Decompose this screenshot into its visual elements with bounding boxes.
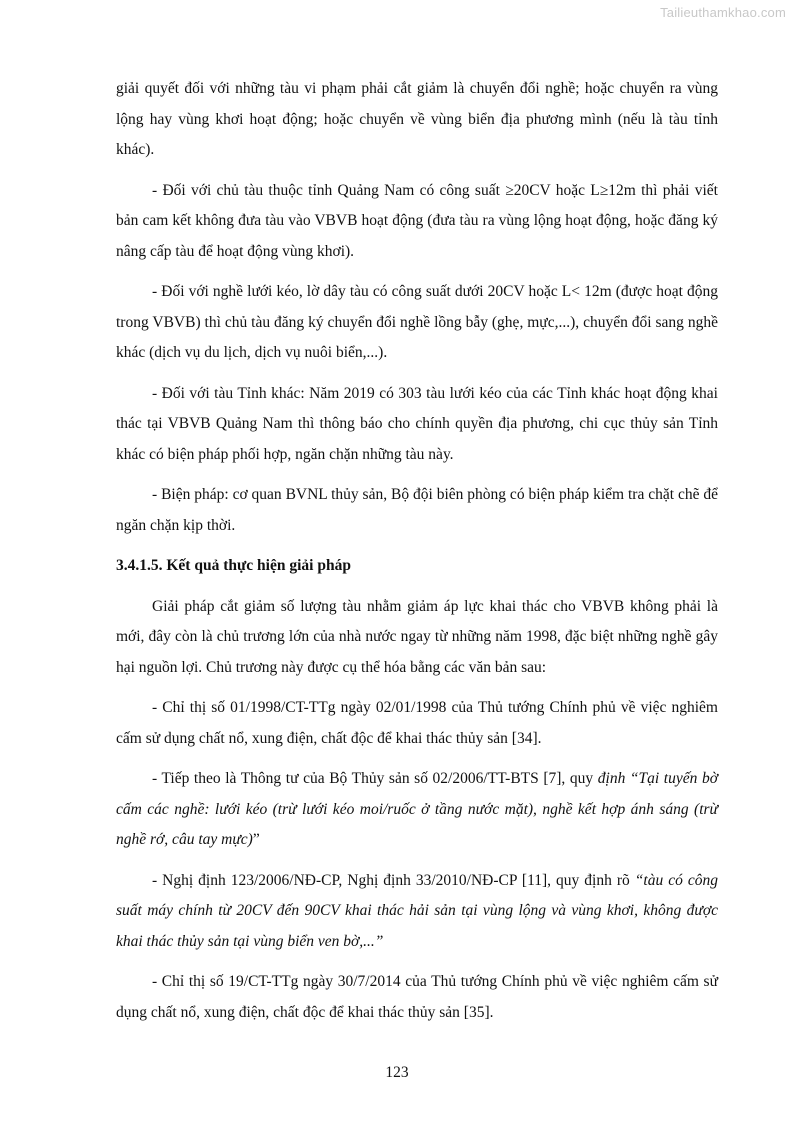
paragraph-directive-1998: - Chỉ thị số 01/1998/CT-TTg ngày 02/01/1998 của Thủ tướng Chính phủ về việc nghiêm cấm sử dụng chất nổ, xung điện, chất độc để khai thác thủy sản [34]. <box>116 699 718 747</box>
paragraph-continuation: giải quyết đối với những tàu vi phạm phải cắt giảm là chuyển đổi nghề; hoặc chuyển ra vùng lộng hay vùng khơi hoạt động; hoặc chuyển về vùng biển địa phương mình (nếu là tàu tỉnh khác). <box>116 80 718 158</box>
paragraph-solution-intro: Giải pháp cắt giảm số lượng tàu nhằm giảm áp lực khai thác cho VBVB không phải là mới, đây còn là chủ trương lớn của nhà nước ngay từ những năm 1998, đặc biệt những nghề gây hại nguồn lợi. Chủ trương này được cụ thể hóa bằng các văn bản sau: <box>116 597 718 676</box>
paragraph-measures: - Biện pháp: cơ quan BVNL thủy sản, Bộ đội biên phòng có biện pháp kiểm tra chặt chẽ để ngăn chặn kịp thời. <box>116 486 718 534</box>
paragraph-circular-2006 <box>116 764 718 856</box>
circular-text: - Tiếp theo là Thông tư của Bộ Thủy sản số 02/2006/TT-BTS [7], quy <box>152 770 598 787</box>
decree-quote: “tàu có công suất máy chính từ 20CV đến 90CV khai thác hải sản tại vùng lộng và vùng khơi, không được khai thác thủy sản tại vùng biển ven bờ,...” <box>116 871 718 950</box>
paragraph-trawl-gear: - Đối với nghề lưới kéo, lờ dây tàu có công suất dưới 20CV hoặc L< 12m (được hoạt động trong VBVB) thì chủ tàu đăng ký chuyển đổi nghề lồng bẫy (ghẹ, mực,...), chuyển đổi sang nghề khác (dịch vụ du lịch, dịch vụ nuôi biển,...). <box>116 283 718 361</box>
paragraph-directive-2014: - Chỉ thị số 19/CT-TTg ngày 30/7/2014 của Thủ tướng Chính phủ về việc nghiêm cấm sử dụng chất nổ, xung điện, chất độc để khai thác thủy sản [35]. <box>116 973 718 1021</box>
section-heading: 3.4.1.5. Kết quả thực hiện giải pháp <box>116 557 351 574</box>
circular-quote-end: ” <box>252 831 260 848</box>
paragraph-decree <box>116 866 718 958</box>
paragraph-quang-nam-owners: - Đối với chủ tàu thuộc tỉnh Quảng Nam có công suất ≥20CV hoặc L≥12m thì phải viết bản cam kết không đưa tàu vào VBVB hoạt động (đưa tàu ra vùng lộng hoạt động, hoặc đăng ký nâng cấp tàu để hoạt động vùng khơi). <box>116 181 718 260</box>
watermark: Tailieuthamkhao.com <box>660 5 786 20</box>
page-number: 123 <box>385 1064 409 1081</box>
page-content <box>116 74 718 1038</box>
decree-text: - Nghị định 123/2006/NĐ-CP, Nghị định 33/2010/NĐ-CP [11], quy định rõ <box>152 871 635 889</box>
paragraph-other-province-vessels: - Đối với tàu Tỉnh khác: Năm 2019 có 303 tàu lưới kéo của các Tỉnh khác hoạt động khai thác tại VBVB Quảng Nam thì thông báo cho chính quyền địa phương, chi cục thủy sản Tỉnh khác có biện pháp phối hợp, ngăn chặn những tàu này. <box>116 384 718 463</box>
circular-quote: định “Tại tuyến bờ cấm các nghề: lưới kéo (trừ lưới kéo moi/ruốc ở tầng nước mặt), nghề kết hợp ánh sáng (trừ nghề rớ, câu tay mực) <box>116 770 718 848</box>
